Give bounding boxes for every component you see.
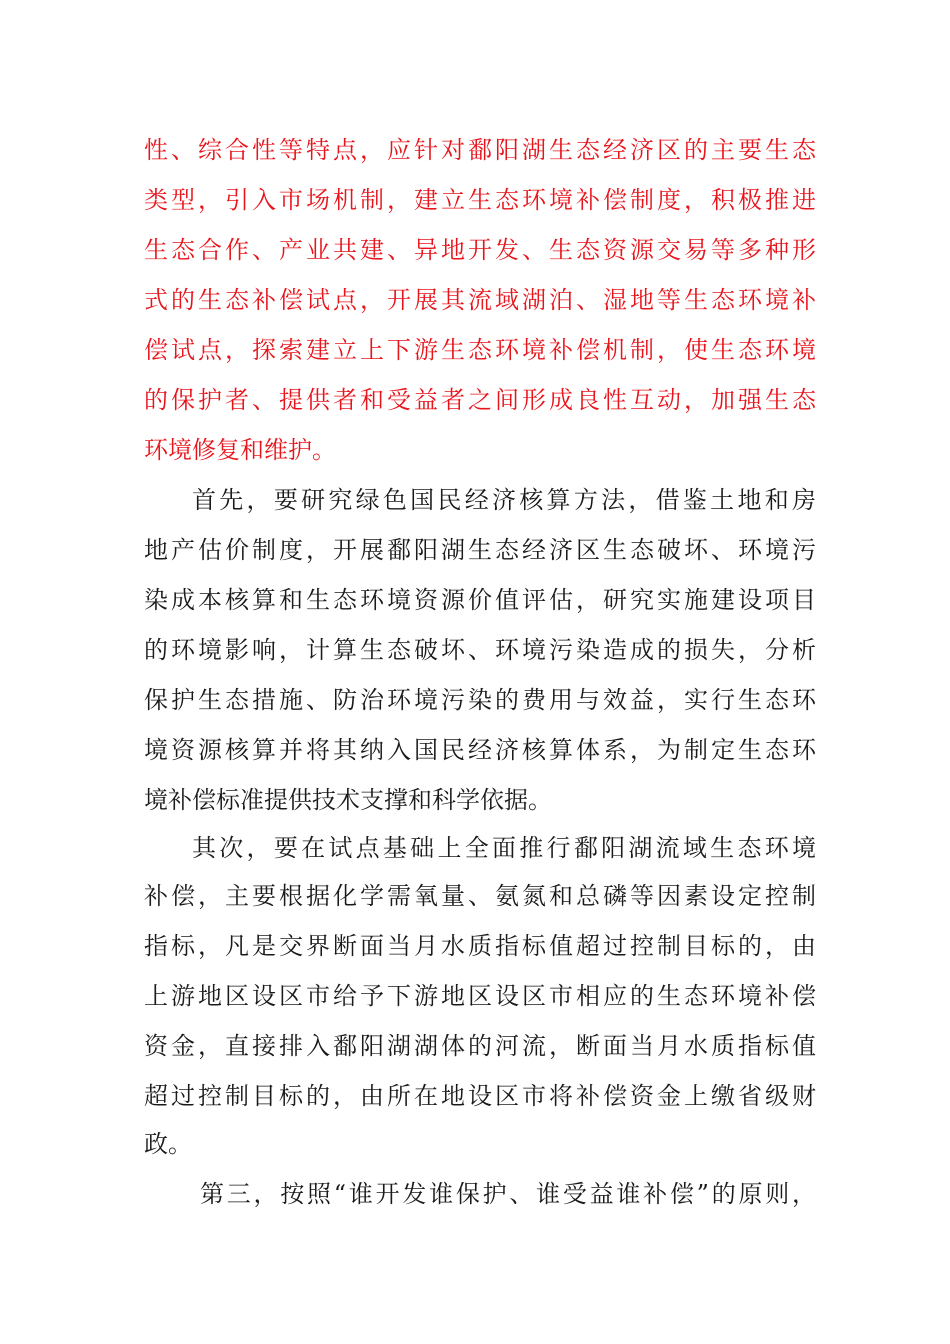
text-line: 超过控制目标的，由所在地设区市将补偿资金上缴省级财 <box>144 1082 816 1110</box>
text-line: 地产估价制度，开展鄱阳湖生态经济区生态破坏、环境污 <box>144 536 816 564</box>
text-line: 式的生态补偿试点，开展其流域湖泊、湿地等生态环境补 <box>144 286 816 314</box>
text-line: 性、综合性等特点，应针对鄱阳湖生态经济区的主要生态 <box>144 136 816 164</box>
text-line: 境补偿标准提供技术支撑和科学依据。 <box>144 786 552 814</box>
text-line: 环境修复和维护。 <box>144 436 336 464</box>
text-line: 染成本核算和生态环境资源价值评估，研究实施建设项目 <box>144 586 816 614</box>
text-line: 类型，引入市场机制，建立生态环境补偿制度，积极推进 <box>144 186 816 214</box>
text-line: 补偿，主要根据化学需氧量、氨氮和总磷等因素设定控制 <box>144 882 816 910</box>
text-line: 第三，按照“谁开发谁保护、谁受益谁补偿”的原则， <box>200 1180 816 1208</box>
text-line: 资金，直接排入鄱阳湖湖体的河流，断面当月水质指标值 <box>144 1032 816 1060</box>
text-line: 政。 <box>144 1130 192 1158</box>
text-line: 首先，要研究绿色国民经济核算方法，借鉴土地和房 <box>192 486 816 514</box>
text-line: 的保护者、提供者和受益者之间形成良性互动，加强生态 <box>144 386 816 414</box>
text-line: 其次，要在试点基础上全面推行鄱阳湖流域生态环境 <box>192 834 816 862</box>
text-line: 的环境影响，计算生态破坏、环境污染造成的损失，分析 <box>144 636 816 664</box>
text-line: 指标，凡是交界断面当月水质指标值超过控制目标的，由 <box>144 932 816 960</box>
text-line: 保护生态措施、防治环境污染的费用与效益，实行生态环 <box>144 686 816 714</box>
text-line: 生态合作、产业共建、异地开发、生态资源交易等多种形 <box>144 236 816 264</box>
text-line: 境资源核算并将其纳入国民经济核算体系，为制定生态环 <box>144 736 816 764</box>
text-line: 偿试点，探索建立上下游生态环境补偿机制，使生态环境 <box>144 336 816 364</box>
text-line: 上游地区设区市给予下游地区设区市相应的生态环境补偿 <box>144 982 816 1010</box>
